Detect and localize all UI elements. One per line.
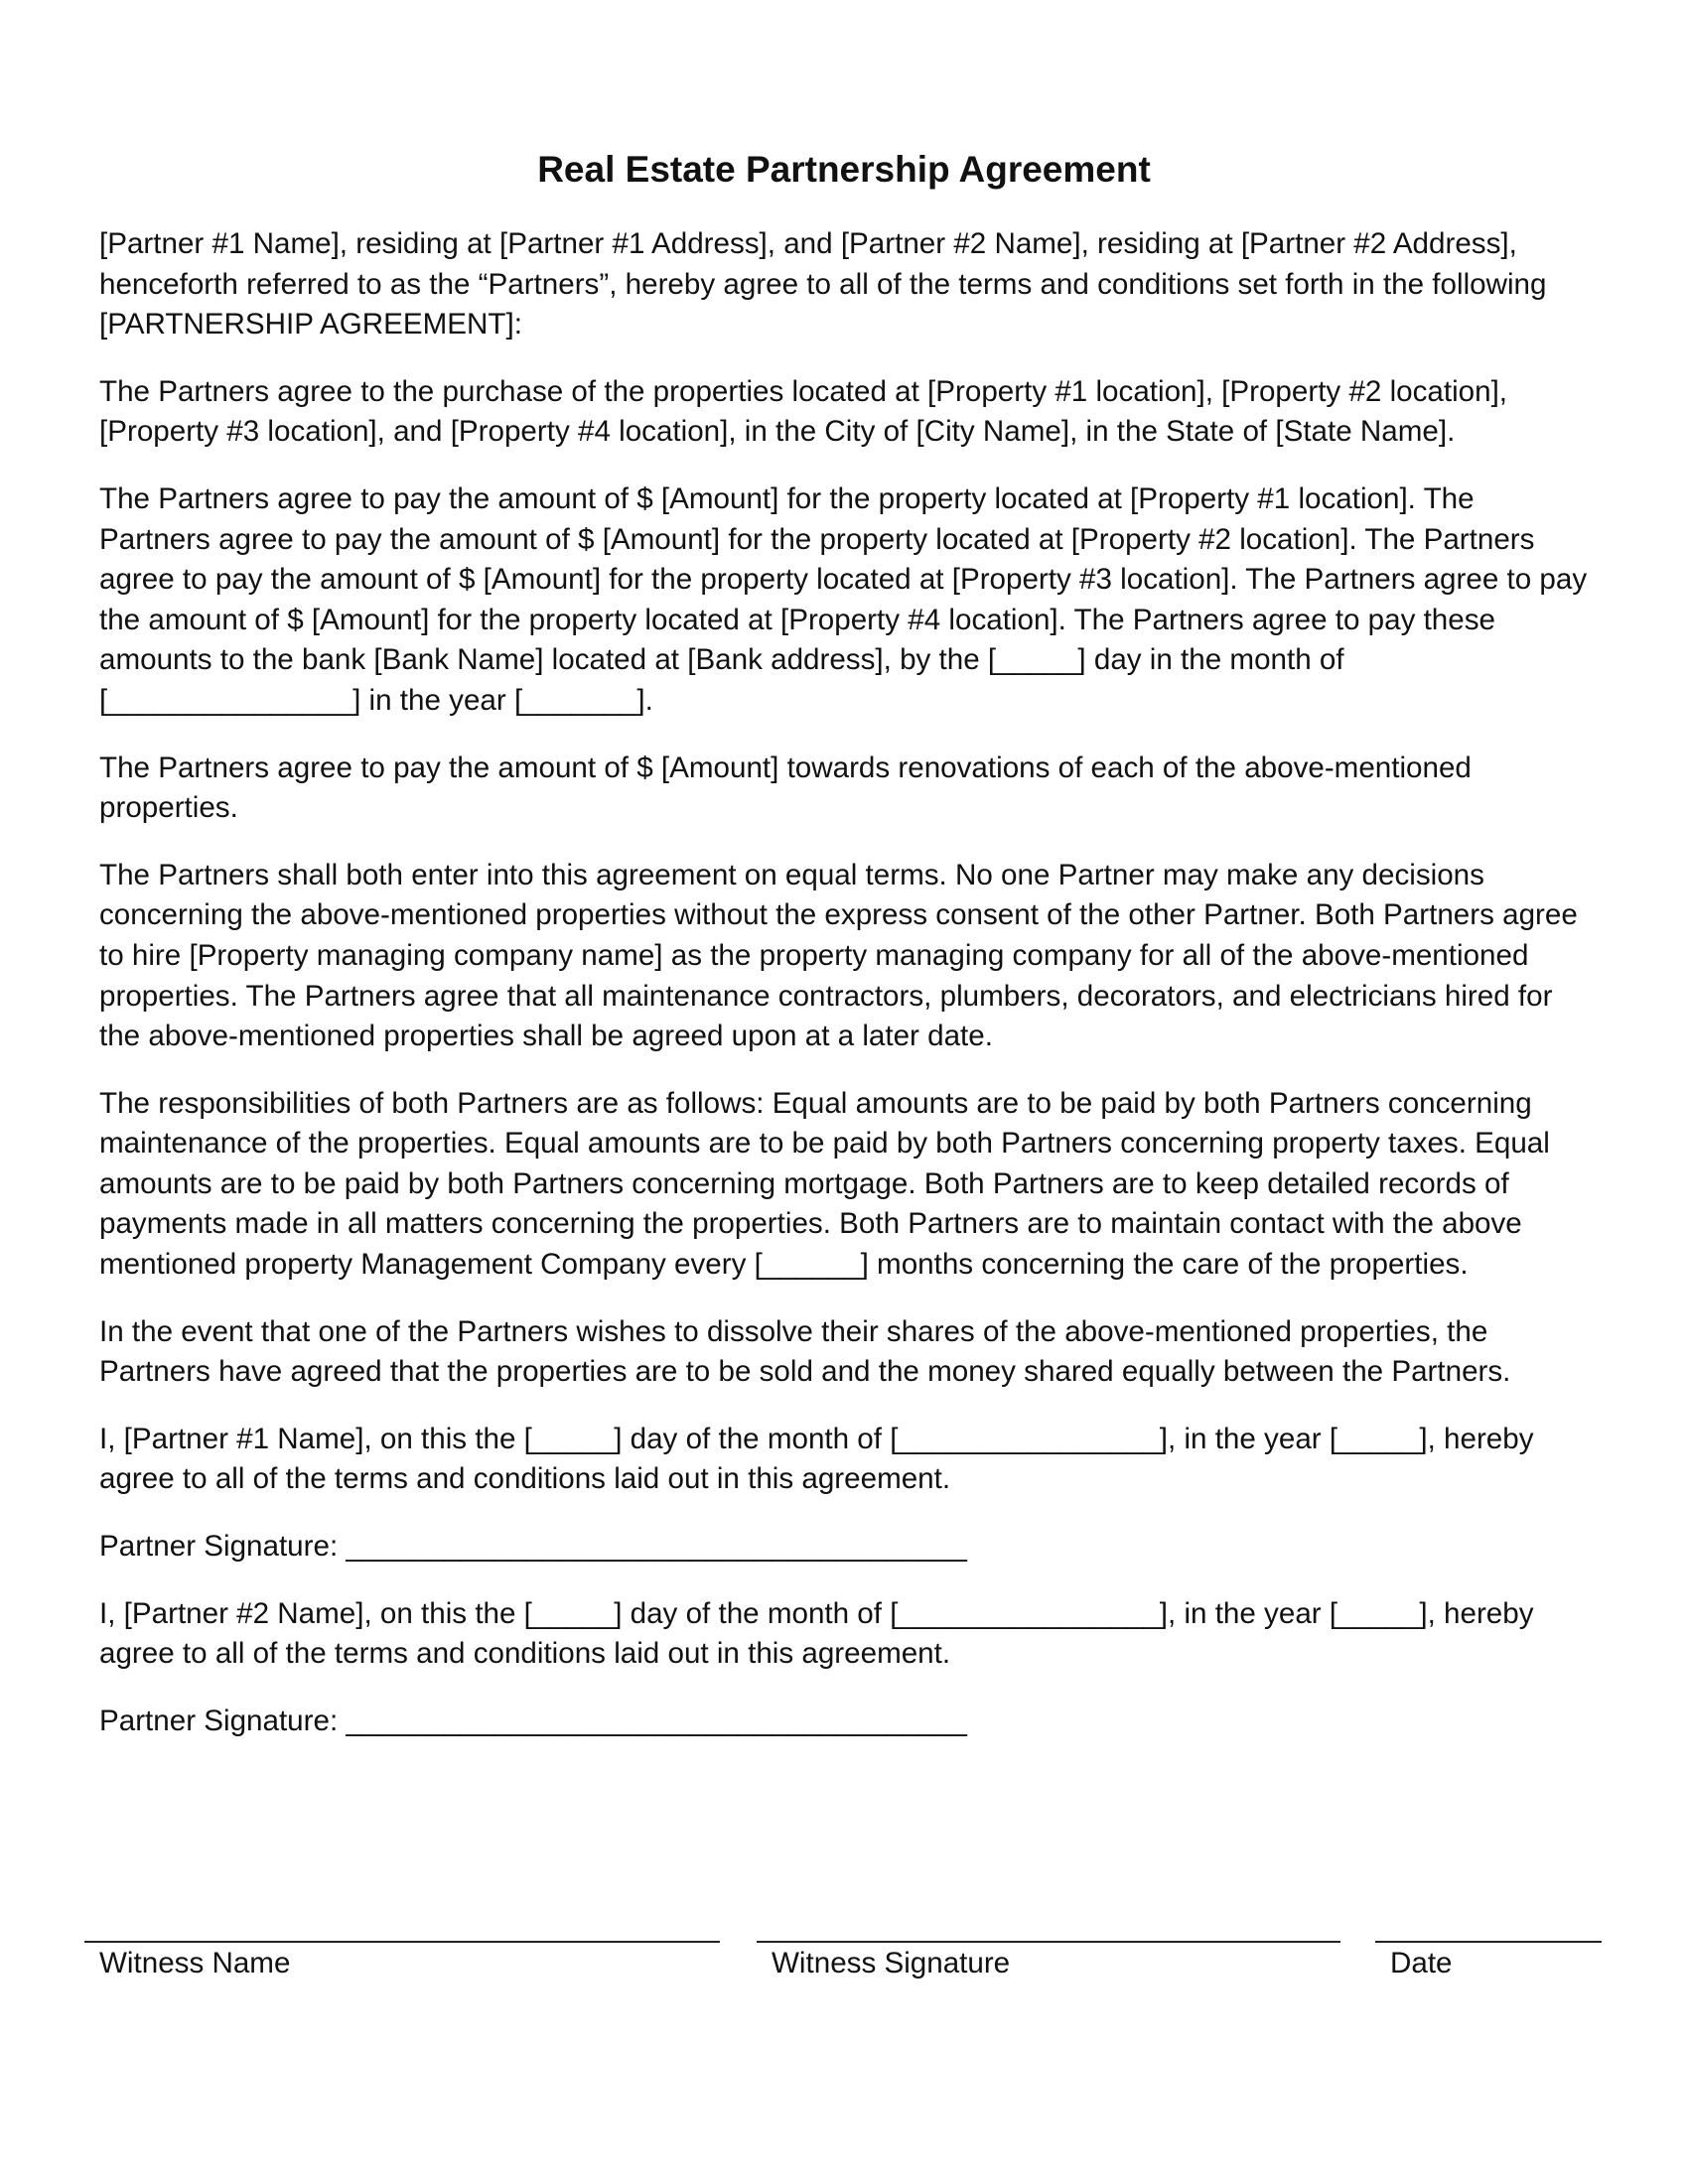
partner2-signature-line: Partner Signature: ______________________________________ xyxy=(99,1704,967,1737)
paragraph-payments: The Partners agree to pay the amount of $ [Amount] for the property located at [Property #1 location]. The Partners agree to pay the amount of $ [Amount] for the property located at [Property #2 location]. The Partners agree to pay the amount of $ [Amount] for the property located at [Property #3 location]. The Partners agree to pay the amount of $ [Amount] for the property located at [Property #4 location]. The Partners agree to pay these amounts to the bank [Bank Name] located at [Bank address], by the [_____] day in the month of [_______________] in the year [_______]. xyxy=(99,481,1588,717)
witness-signature-label: Witness Signature xyxy=(772,1947,1011,1979)
paragraph-responsibilities: The responsibilities of both Partners are as follows: Equal amounts are to be paid by both Partners concerning maintenance of the properties. Equal amounts are to be paid by both Partners concerning property taxes. Equal amounts are to be paid by both Partners concerning mortgage. Both Partners are to keep detailed records of payments made in all matters concerning the properties. Both Partners are to maintain contact with the above mentioned property Management Company every [______] months concerning the care of the properties. xyxy=(99,1086,1550,1282)
witness-section xyxy=(0,1941,1688,2000)
paragraph-properties: The Partners agree to the purchase of the properties located at [Property #1 location], [Property #2 location], [Property #3 location], and [Property #4 location], in the City of [City Name], in the State of [State Name]. xyxy=(99,374,1508,449)
paragraph-partner2-consent: I, [Partner #2 Name], on this the [_____] day of the month of [________________], in the year [_____], hereby agree to all of the terms and conditions laid out in this agreement. xyxy=(99,1596,1534,1671)
paragraph-renovations: The Partners agree to pay the amount of $ [Amount] towards renovations of each of the above-mentioned properties. xyxy=(99,751,1472,825)
document-title: Real Estate Partnership Agreement xyxy=(537,149,1151,190)
date-label: Date xyxy=(1390,1947,1453,1979)
paragraph-partner1-consent: I, [Partner #1 Name], on this the [_____] day of the month of [________________], in the year [_____], hereby agree to all of the terms and conditions laid out in this agreement. xyxy=(99,1422,1534,1496)
paragraph-equal-terms: The Partners shall both enter into this agreement on equal terms. No one Partner may make any decisions concerning the above-mentioned properties without the express consent of the other Partner. Both Partners agree to hire [Property managing company name] as the property managing company for all of the above-mentioned properties. The Partners agree that all maintenance contractors, plumbers, decorators, and electricians hired for the above-mentioned properties shall be agreed upon at a later date. xyxy=(99,858,1578,1053)
date-line xyxy=(1375,1941,1602,1943)
witness-name-label: Witness Name xyxy=(99,1947,291,1979)
paragraph-parties: [Partner #1 Name], residing at [Partner #1 Address], and [Partner #2 Name], residing at [Partner #2 Address], henceforth referred to as the “Partners”, hereby agree to all of the terms and conditions set forth in the following [PARTNERSHIP AGREEMENT]: xyxy=(99,227,1547,341)
paragraph-dissolution: In the event that one of the Partners wishes to dissolve their shares of the above-mentioned properties, the Partners have agreed that the properties are to be sold and the money shared equally between the Partners. xyxy=(99,1314,1511,1389)
document-page xyxy=(99,149,1589,1768)
witness-signature-line xyxy=(757,1941,1340,1943)
partner1-signature-line: Partner Signature: ______________________________________ xyxy=(99,1530,967,1564)
witness-name-line xyxy=(84,1941,720,1943)
